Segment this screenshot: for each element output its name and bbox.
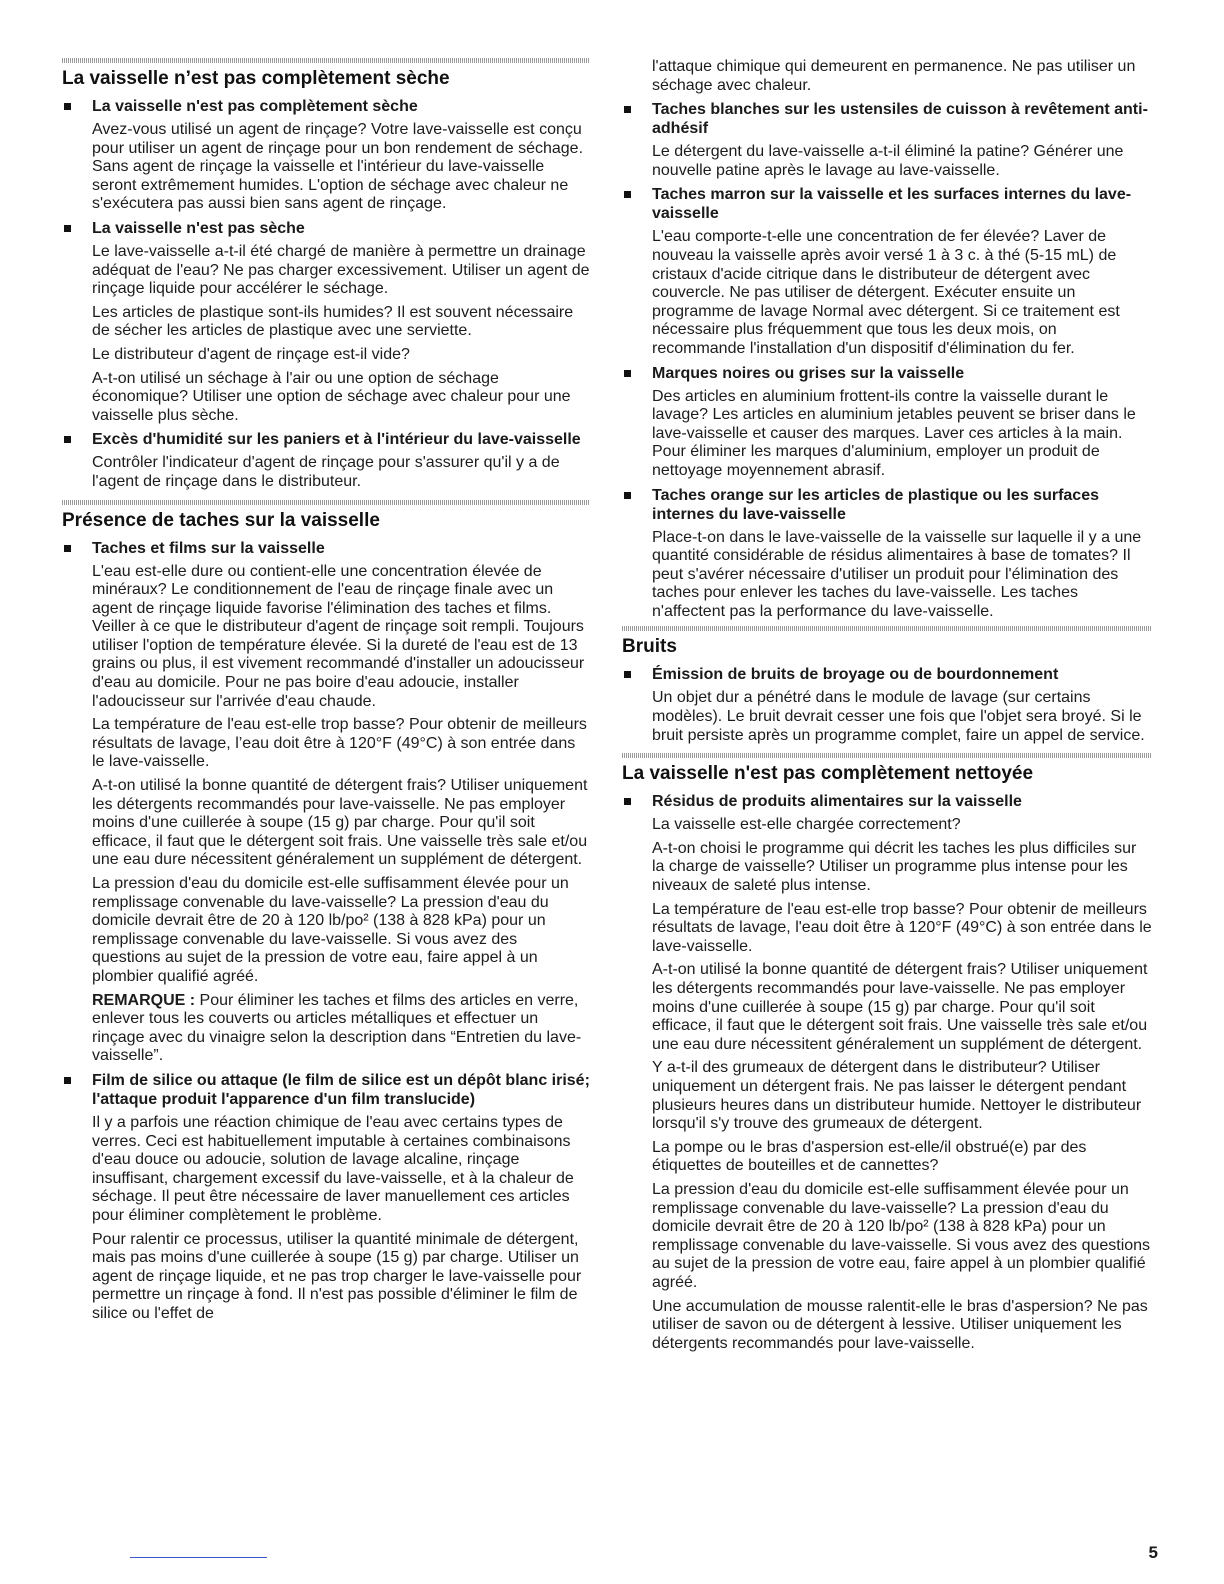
paragraph: La température de l'eau est-elle trop basse? Pour obtenir de meilleurs résultats de lavage, l’eau doit être à 120°F (49°C) à son entrée dans le lave-vaisselle.: [92, 716, 587, 771]
paragraph: Des articles en aluminium frottent-ils contre la vaisselle durant le lavage? Les articles en aluminium jetables peuvent se briser dans le lave-vaisselle et causer des marques. Laver ces articles à la main. Pour éliminer les marques d'aluminium, employer un produit de nettoyage moyennement abrasif.: [652, 387, 1136, 479]
section-dishes-not-dry: [62, 58, 590, 492]
paragraph: Pour ralentir ce processus, utiliser la quantité minimale de détergent, mais pas moins d'une cuillerée à soupe (15 g) par charge. Utiliser un agent de rinçage liquide, et ne pas trop charger le lave-vaisselle pour permettre un rinçage à fond. Il n'est pas possible d'éliminer le film de silice ou l'effet de: [92, 1230, 582, 1322]
item-black-gray-marks: [622, 364, 1152, 481]
paragraph: La température de l'eau est-elle trop basse? Pour obtenir de meilleurs résultats de lavage, l'eau doit être à 120°F (49°C) à son entrée dans le lave-vaisselle.: [652, 900, 1152, 955]
paragraph: A-t-on utilisé la bonne quantité de détergent frais? Utiliser uniquement les détergents recommandés pour lave-vaisselle. Ne pas employer moins d'une cuillerée à soupe (15 g) par charge. Pour qu'il soit efficace, il faut que le détergent soit frais. Une vaisselle très sale et/ou une eau dure nécessitent généralement un supplément de détergent.: [652, 961, 1148, 1053]
bullet-square-icon: [624, 492, 631, 499]
paragraph: Avez-vous utilisé un agent de rinçage? Votre lave-vaisselle est conçu pour utiliser un agent de rinçage pour un bon rendement de séchage. Sans agent de rinçage la vaisselle et l'intérieur du lave-vaisselle seront extrêmement humides. L'option de séchage avec chaleur ne s'exécutera pas aussi bien sans agent de rinçage.: [92, 121, 584, 213]
item-title: Taches marron sur la vaisselle et les surfaces internes du lave-vaisselle: [652, 186, 1132, 223]
item-silica-film: [62, 1071, 590, 1324]
item-white-spots-nonstick: [622, 100, 1152, 180]
bullet-square-icon: [64, 545, 71, 552]
item-title: Taches et films sur la vaisselle: [92, 539, 325, 557]
item-title: La vaisselle n'est pas complètement sèche: [92, 98, 418, 115]
item-title: Film de silice ou attaque (le film de silice est un dépôt blanc irisé; l'attaque produit l'apparence d'un film translucide): [92, 1071, 590, 1108]
section-divider: [622, 753, 1152, 758]
section-title: Bruits: [622, 636, 677, 658]
paragraph: La vaisselle est-elle chargée correctement?: [652, 816, 961, 834]
paragraph: A-t-on utilisé la bonne quantité de détergent frais? Utiliser uniquement les détergents recommandés pour lave-vaisselle. Ne pas employer moins d'une cuillerée à soupe (15 g) par charge. Pour qu'il soit efficace, il faut que le détergent soit frais. Une vaisselle très sale et/ou une eau dure nécessitent généralement un supplément de détergent.: [92, 777, 588, 869]
paragraph: Le lave-vaisselle a-t-il été chargé de manière à permettre un drainage adéquat de l'eau? Ne pas charger excessivement. Utiliser un agent de rinçage liquide pour accélérer le séchage.: [92, 242, 590, 298]
bullet-square-icon: [64, 436, 71, 443]
paragraph: L'eau est-elle dure ou contient-elle une concentration élevée de minéraux? Le conditionnement de l'eau de rinçage finale avec un agent de rinçage liquide favorise l'élimination des taches et films. Veiller à ce que le distributeur d'agent de rinçage soit rempli. Toujours utiliser l'option de température élevée. Si la dureté de l'eau est de 13 grains ou plus, il est vivement recommandé d'installer un adoucisseur d'eau au domicile. Pour ne pas boire d'eau adoucie, installer l'adoucisseur sur l'arrivée d'eau chaude.: [92, 562, 585, 710]
item-orange-stains: [622, 486, 1152, 622]
section-spots-on-dishes: [62, 500, 590, 1324]
item-grinding-noise: [622, 665, 1152, 745]
section-title: Présence de taches sur la vaisselle: [62, 509, 380, 531]
note-text: Pour éliminer les taches et films des articles en verre, enlever tous les couverts ou articles métalliques et effectuer un rinçage avec du vinaigre selon la description dans “Entretien du lave-vaisselle”.: [92, 991, 582, 1065]
bullet-square-icon: [624, 106, 631, 113]
item-title: Taches blanches sur les ustensiles de cuisson à revêtement anti-adhésif: [652, 101, 1148, 138]
item-brown-stains: [622, 185, 1152, 358]
item-title: Marques noires ou grises sur la vaisselle: [652, 364, 965, 382]
paragraph: Un objet dur a pénétré dans le module de lavage (sur certains modèles). Le bruit devrait cesser une fois que l'objet sera broyé. Si le bruit persiste après un programme complet, faire un appel de service.: [652, 689, 1145, 744]
right-column: [622, 58, 1152, 1361]
bullet-square-icon: [624, 671, 631, 678]
item-title: Résidus de produits alimentaires sur la vaisselle: [652, 793, 1022, 811]
note-label: REMARQUE :: [92, 991, 196, 1009]
bullet-square-icon: [624, 191, 631, 198]
item-excess-humidity: [62, 430, 590, 491]
item-food-residue: [622, 792, 1152, 1353]
section-dishes-not-clean: [622, 753, 1152, 1353]
item-spots-and-films: [62, 539, 590, 1066]
bullet-square-icon: [64, 225, 71, 232]
bullet-square-icon: [64, 103, 71, 110]
section-divider: [62, 58, 590, 63]
section-title: La vaisselle n’est pas complètement sèche: [62, 68, 450, 89]
page-number: 5: [1148, 1543, 1158, 1562]
paragraph: Les articles de plastique sont-ils humides? Il est souvent nécessaire de sécher les articles de plastique avec une serviette.: [92, 303, 574, 340]
item-dishes-not-dry: [62, 219, 590, 425]
paragraph: Une accumulation de mousse ralentit-elle le bras d'aspersion? Ne pas utiliser de savon ou de détergent à lessive. Utiliser uniquement les détergents recommandés pour lave-vaisselle.: [652, 1297, 1148, 1352]
footer-link-underline: [130, 1557, 267, 1558]
bullet-square-icon: [64, 1077, 71, 1084]
paragraph: Contrôler l'indicateur d'agent de rinçage pour s'assurer qu'il y a de l'agent de rinçage dans le distributeur.: [92, 454, 560, 490]
paragraph: La pression d'eau du domicile est-elle suffisamment élevée pour un remplissage convenable du lave-vaisselle? La pression d'eau du domicile devrait être de 20 à 120 lb/po² (138 à 828 kPa) pour un remplissage convenable du lave-vaisselle. Si vous avez des questions au sujet de la pression de votre eau, faire appel à un plombier qualifié agréé.: [92, 875, 569, 985]
paragraph: Il y a parfois une réaction chimique de l'eau avec certains types de verres. Ceci est habituellement imputable à certaines combinaisons d'eau douce ou adoucie, solution de lavage alcaline, rinçage insuffisant, chargement excessif du lave-vaisselle, et à la chaleur de séchage. Il peut être nécessaire de laver manuellement ces articles pour éliminer complètement le problème.: [92, 1113, 574, 1224]
item-title: Émission de bruits de broyage ou de bourdonnement: [652, 666, 1059, 684]
paragraph: Place-t-on dans le lave-vaisselle de la vaisselle sur laquelle il y a une quantité considérable de résidus alimentaires à base de tomates? Il peut s'avérer nécessaire d'utiliser un produit pour l'élimination des taches pour enlever les taches du lave-vaisselle. Les taches n'affectent pas la performance du lave-vaisselle.: [652, 528, 1142, 620]
paragraph: La pompe ou le bras d'aspersion est-elle/il obstrué(e) par des étiquettes de bouteilles et de cannettes?: [652, 1138, 1087, 1175]
section-title: La vaisselle n'est pas complètement nettoyée: [622, 763, 1034, 785]
section-noises: [622, 626, 1152, 745]
paragraph: Y a-t-il des grumeaux de détergent dans le distributeur? Utiliser uniquement un détergent frais. Ne pas laisser le détergent pendant plusieurs heures dans un distributeur humide. Nettoyer le distributeur lorsqu'il s'y trouve des grumeaux de détergent.: [652, 1059, 1142, 1133]
section-divider: [62, 500, 590, 505]
left-column: [62, 58, 590, 1331]
bullet-square-icon: [624, 370, 631, 377]
item-title: La vaisselle n'est pas sèche: [92, 219, 305, 237]
section-divider: [622, 626, 1152, 631]
paragraph: Le distributeur d'agent de rinçage est-il vide?: [92, 345, 410, 363]
item-dishes-not-completely-dry: [62, 97, 590, 214]
paragraph: La pression d'eau du domicile est-elle suffisamment élevée pour un remplissage convenable du lave-vaisselle? La pression d'eau du domicile devrait être de 20 à 120 lb/po² (138 à 828 kPa) pour un remplissage convenable du lave-vaisselle. Si vous avez des questions au sujet de la pression de votre eau, faire appel à un plombier qualifié agréé.: [652, 1180, 1151, 1291]
paragraph: Le détergent du lave-vaisselle a-t-il éliminé la patine? Générer une nouvelle patine après le lavage au lave-vaisselle.: [652, 143, 1124, 179]
paragraph: A-t-on utilisé un séchage à l'air ou une option de séchage économique? Utiliser une option de séchage avec chaleur pour une vaisselle plus sèche.: [92, 369, 571, 424]
item-title: Excès d'humidité sur les paniers et à l'intérieur du lave-vaisselle: [92, 431, 581, 449]
item-title: Taches orange sur les articles de plastique ou les surfaces internes du lave-vaisselle: [652, 486, 1099, 523]
paragraph: A-t-on choisi le programme qui décrit les taches les plus difficiles sur la charge de vaisselle? Utiliser un programme plus intense pour les niveaux de saleté plus intense.: [652, 839, 1137, 895]
note-paragraph: [92, 992, 590, 1066]
continued-paragraph: l'attaque chimique qui demeurent en permanence. Ne pas utiliser un séchage avec chaleur.: [652, 58, 1136, 94]
bullet-square-icon: [624, 798, 631, 805]
paragraph: L'eau comporte-t-elle une concentration de fer élevée? Laver de nouveau la vaisselle après avoir versé 1 à 3 c. à thé (5-15 mL) de cristaux d'acide citrique dans le distributeur de détergent avec couvercle. Ne pas utiliser de détergent. Exécuter ensuite un programme de lavage Normal avec détergent. Si ce traitement est nécessaire plus fréquemment que tous les deux mois, on recommande l'installation d'un dispositif d'élimination du fer.: [652, 228, 1120, 357]
